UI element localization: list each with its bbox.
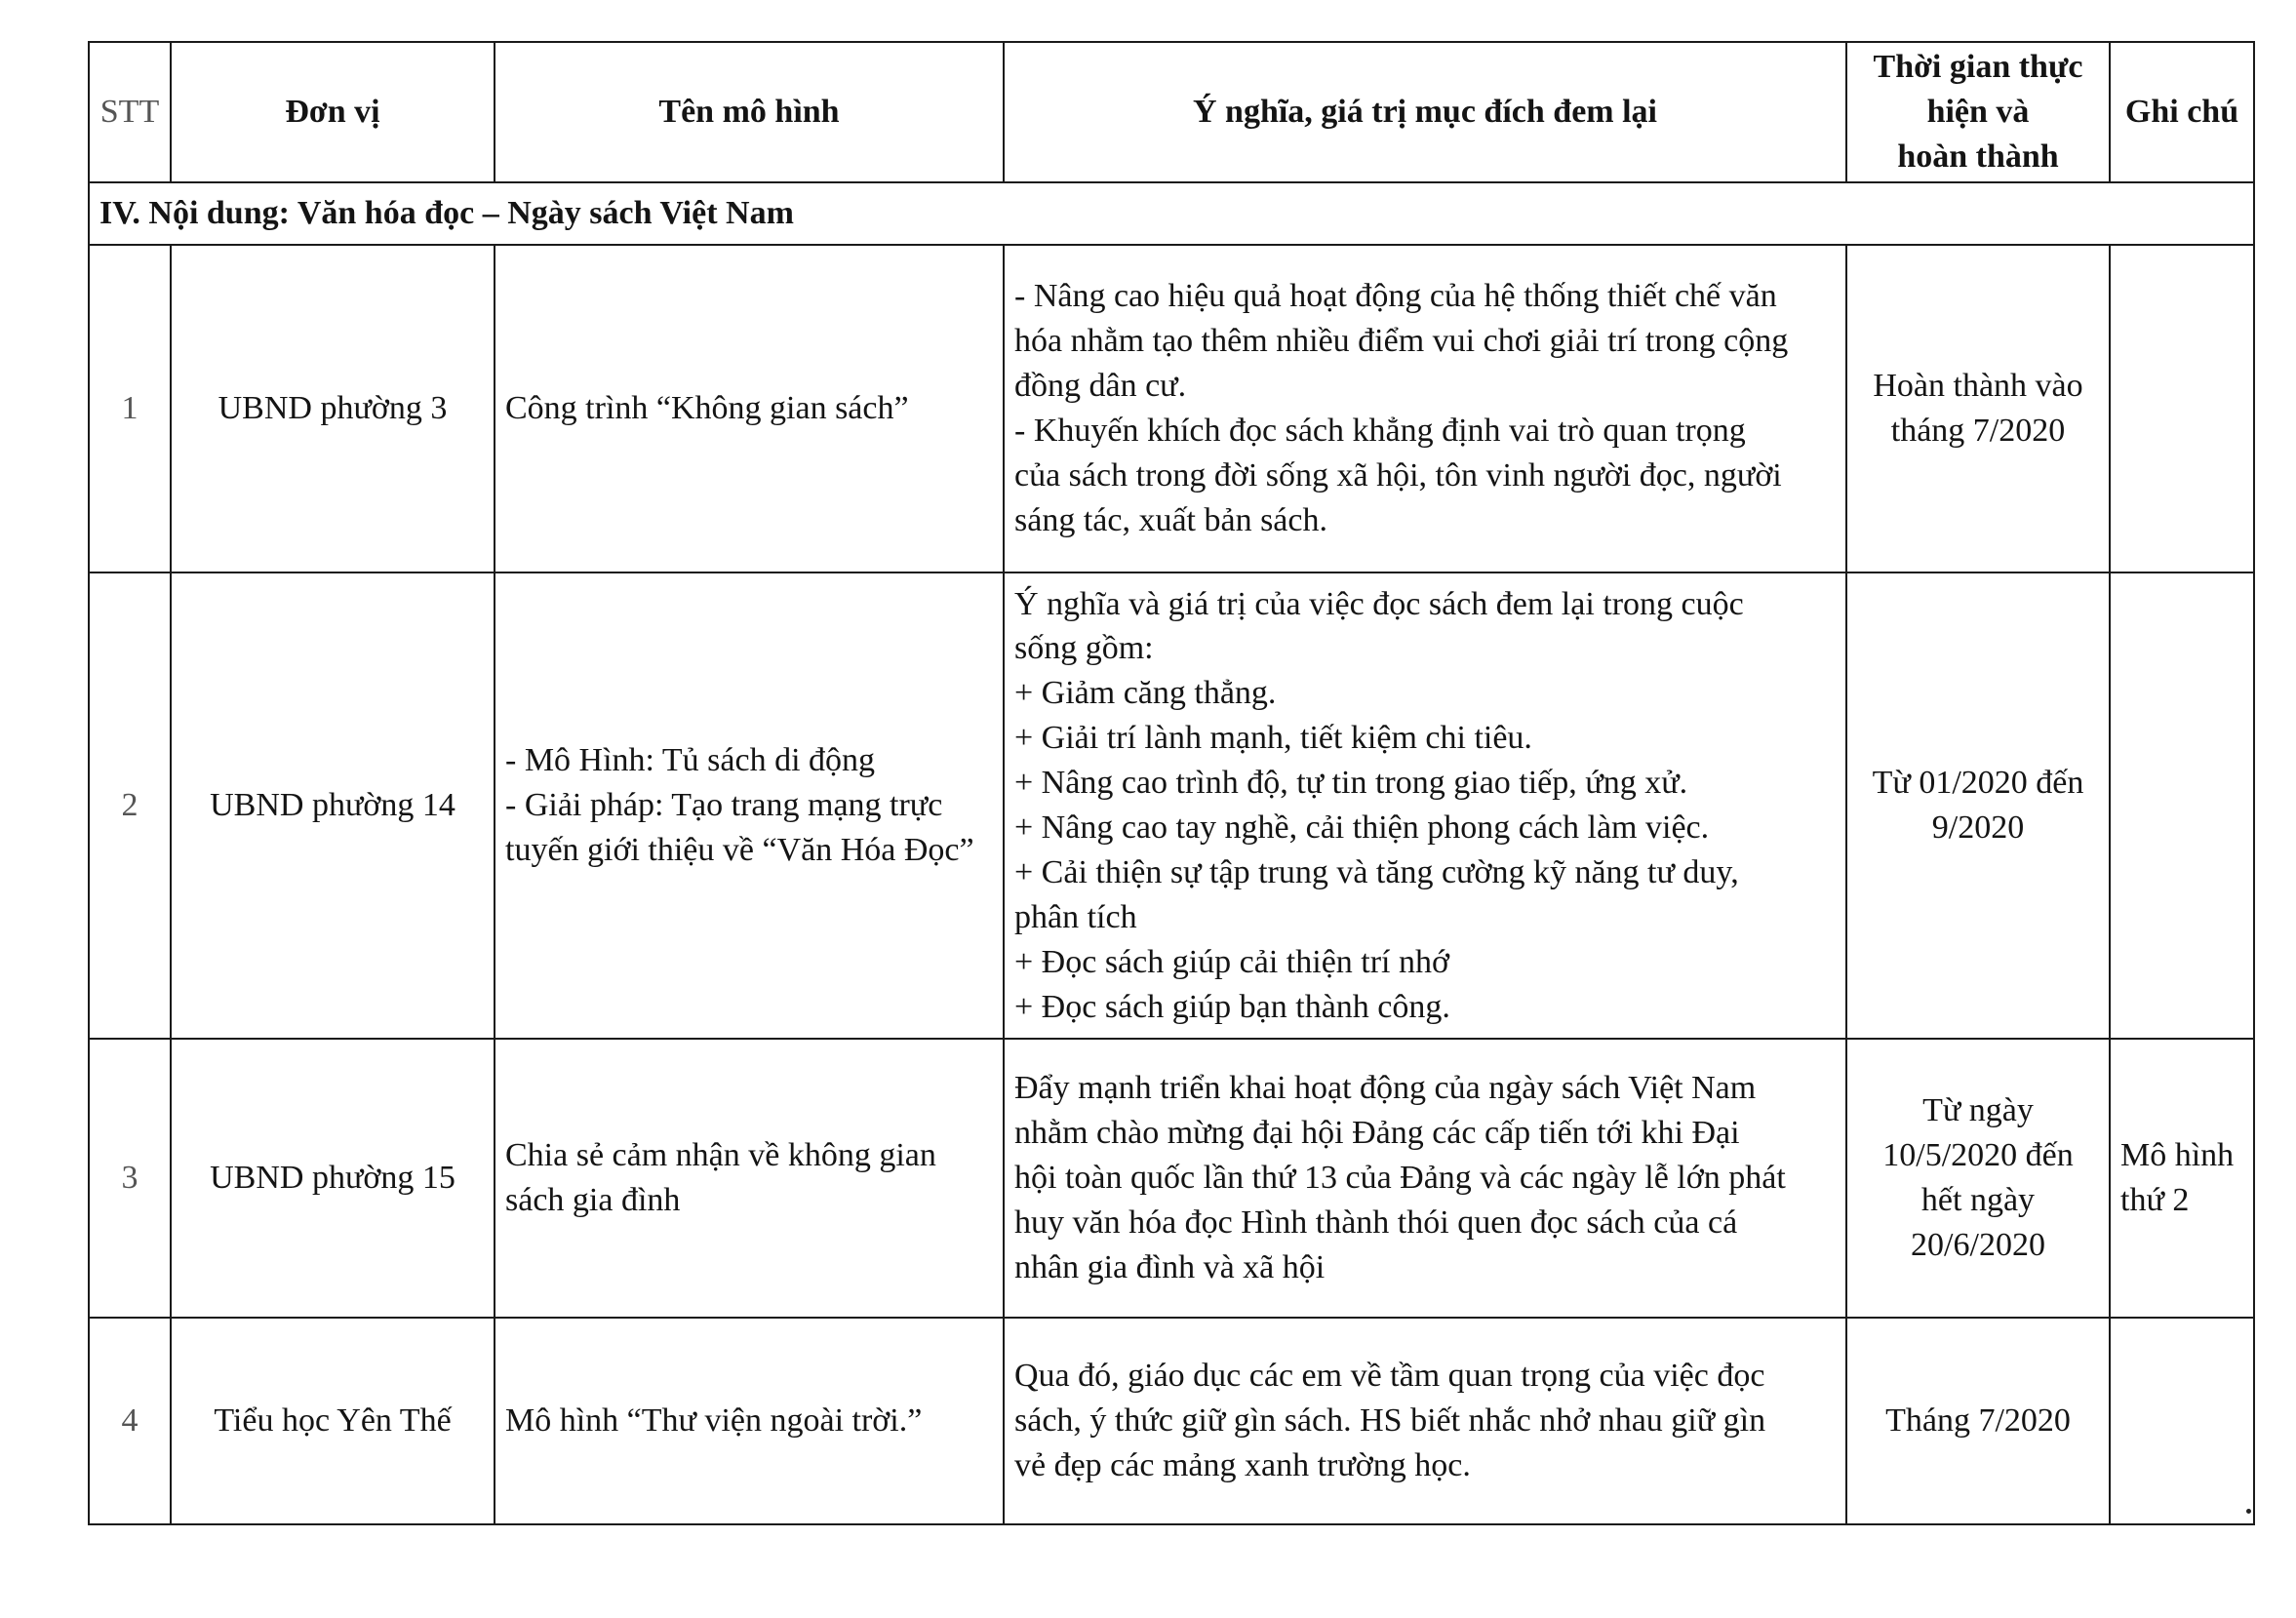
header-model-name: Tên mô hình [495,42,1004,182]
meaning-line: huy văn hóa đọc Hình thành thói quen đọc sách của cá [1014,1204,1738,1241]
meaning-line: + Cải thiện sự tập trung và tăng cường kỹ năng tư duy, [1014,853,1739,890]
meaning-line: sách, ý thức giữ gìn sách. HS biết nhắc nhở nhau giữ gìn [1014,1402,1766,1440]
table-row [89,572,2254,1039]
header-unit: Đơn vị [171,42,495,182]
meaning-line: Đẩy mạnh triển khai hoạt động của ngày sách Việt Nam [1014,1070,1757,1107]
time-line: hết ngày [1920,1182,2036,1218]
note-line: thứ 2 [2120,1182,2190,1218]
meaning-line: vẻ đẹp các mảng xanh trường học. [1014,1446,1471,1483]
time-line: tháng 7/2020 [1890,413,2066,449]
meaning-line: + Nâng cao tay nghề, cải thiện phong cách làm việc. [1014,809,1710,846]
row-stt: 1 [89,245,171,572]
model-line: - Giải pháp: Tạo trang mạng trực [505,787,943,824]
time-line: Hoàn thành vào [1873,368,2083,405]
row-time [1846,245,2110,572]
meaning-line: hội toàn quốc lần thứ 13 của Đảng và các ngày lễ lớn phát [1014,1160,1786,1197]
meaning-line: Ý nghĩa và giá trị của việc đọc sách đem lại trong cuộc [1014,585,1744,622]
meaning-line: + Đọc sách giúp cải thiện trí nhớ [1014,943,1449,980]
model-line: sách gia đình [505,1182,681,1218]
row-meaning [1004,1318,1846,1524]
model-line: tuyến giới thiệu về “Văn Hóa Đọc” [505,831,974,868]
time-line: 10/5/2020 đến [1882,1137,2074,1174]
time-line: 9/2020 [1931,809,2025,846]
row-unit: UBND phường 3 [171,245,495,572]
meaning-line: đồng dân cư. [1014,368,1187,405]
meaning-line: nhằm chào mừng đại hội Đảng các cấp tiến tới khi Đại [1014,1115,1740,1152]
row-stt: 4 [89,1318,171,1524]
meaning-line: + Đọc sách giúp bạn thành công. [1014,988,1450,1025]
note-line: Mô hình [2120,1137,2235,1174]
row-unit: UBND phường 15 [171,1039,495,1318]
time-line: 20/6/2020 [1911,1226,2045,1263]
header-time-line: hiện và [1926,94,2030,131]
row-model-name [495,245,1004,572]
table-row [89,1039,2254,1318]
model-line: Công trình “Không gian sách” [505,390,909,427]
row-unit: Tiểu học Yên Thế [171,1318,495,1524]
meaning-line: phân tích [1014,898,1137,935]
row-model-name [495,1039,1004,1318]
header-row [89,42,2254,182]
time-line: Từ 01/2020 đến [1872,765,2084,802]
model-line: - Mô Hình: Tủ sách di động [505,742,876,779]
row-time [1846,1318,2110,1524]
header-time [1846,42,2110,182]
meaning-line: sáng tác, xuất bản sách. [1014,501,1327,538]
header-note: Ghi chú [2110,42,2254,182]
row-time [1846,572,2110,1039]
models-table [88,41,2255,1525]
meaning-line: Qua đó, giáo dục các em về tầm quan trọng của việc đọc [1014,1358,1765,1395]
row-stt: 3 [89,1039,171,1318]
row-stt: 2 [89,572,171,1039]
meaning-line: hóa nhằm tạo thêm nhiều điểm vui chơi giải trí trong cộng [1014,323,1789,360]
meaning-line: - Nâng cao hiệu quả hoạt động của hệ thống thiết chế văn [1014,278,1777,315]
meaning-line: nhân gia đình và xã hội [1014,1248,1326,1285]
meaning-line: + Giải trí lành mạnh, tiết kiệm chi tiêu. [1014,720,1532,757]
header-stt: STT [89,42,171,182]
row-model-name [495,572,1004,1039]
row-note [2110,1039,2254,1318]
row-note [2110,572,2254,1039]
row-note [2110,245,2254,572]
time-line: Tháng 7/2020 [1885,1402,2071,1440]
section-title: IV. Nội dung: Văn hóa đọc – Ngày sách Việt Nam [89,182,2254,245]
row-note [2110,1318,2254,1524]
meaning-line: + Giảm căng thẳng. [1014,675,1277,712]
table-row [89,245,2254,572]
row-meaning [1004,572,1846,1039]
model-line: Chia sẻ cảm nhận về không gian [505,1137,936,1174]
row-time [1846,1039,2110,1318]
header-meaning: Ý nghĩa, giá trị mục đích đem lại [1004,42,1846,182]
meaning-line: + Nâng cao trình độ, tự tin trong giao tiếp, ứng xử. [1014,765,1688,802]
scan-speck [2246,1509,2251,1514]
time-line: Từ ngày [1922,1092,2034,1129]
meaning-line: của sách trong đời sống xã hội, tôn vinh người đọc, người [1014,456,1782,493]
model-line: Mô hình “Thư viện ngoài trời.” [505,1402,923,1440]
row-meaning [1004,245,1846,572]
table-row [89,1318,2254,1524]
meaning-line: sống gồm: [1014,630,1154,667]
row-meaning [1004,1039,1846,1318]
row-model-name [495,1318,1004,1524]
header-time-line: Thời gian thực [1873,49,2083,86]
section-row [89,182,2254,245]
row-unit: UBND phường 14 [171,572,495,1039]
meaning-line: - Khuyến khích đọc sách khẳng định vai trò quan trọng [1014,413,1746,449]
header-time-line: hoàn thành [1897,138,2059,175]
